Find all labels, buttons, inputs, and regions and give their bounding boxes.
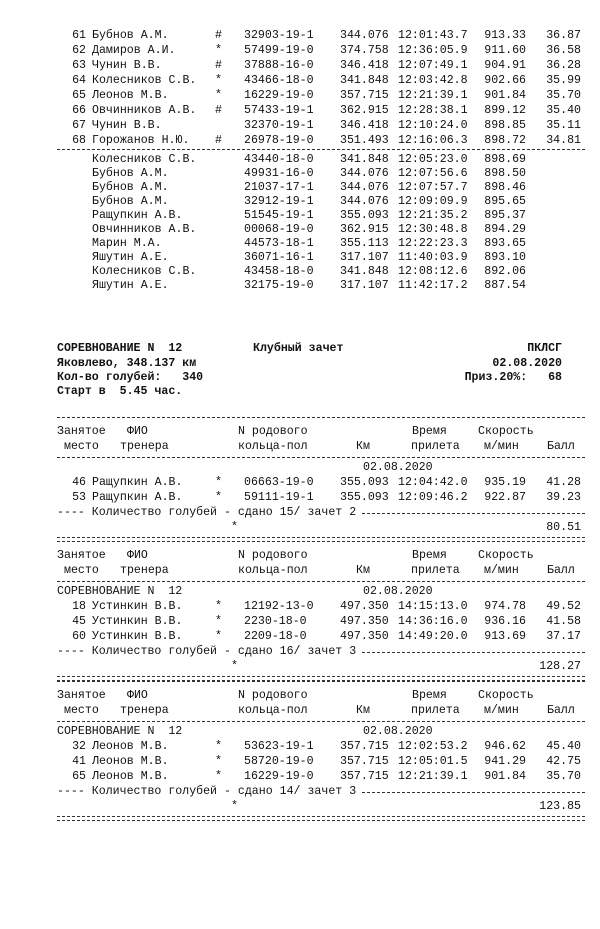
total-star: * (231, 521, 238, 534)
km-cell: 344.076 (340, 167, 389, 180)
km-cell: 346.418 (340, 119, 389, 132)
time-cell: 11:42:17.2 (398, 279, 468, 292)
time-cell: 12:36:05.9 (398, 44, 468, 57)
mark-cell: # (215, 134, 222, 147)
ring-cell: 57499-19-0 (244, 44, 314, 57)
score-cell: 41.28 (546, 476, 581, 489)
speed-cell: 898.50 (484, 167, 526, 180)
col-occupied: Занятое (57, 689, 106, 702)
col-speed: Скорость (478, 425, 534, 438)
group-label: СОРЕВНОВАНИЕ N 12 (57, 725, 183, 738)
table-row (0, 103, 600, 119)
score-cell: 45.40 (546, 740, 581, 753)
score-cell: 35.70 (546, 89, 581, 102)
trainer-cell: Ращупкин А.В. (92, 491, 183, 504)
col-time: Время (412, 549, 447, 562)
col-place: место (64, 564, 99, 577)
ring-cell: 43440-18-0 (244, 153, 314, 166)
time-cell: 12:30:48.8 (398, 223, 468, 236)
ring-cell: 32903-19-1 (244, 29, 314, 42)
speed-cell: 913.33 (484, 29, 526, 42)
speed-cell: 893.10 (484, 251, 526, 264)
club-name: ПКЛСГ (527, 342, 562, 355)
time-cell: 11:40:03.9 (398, 251, 468, 264)
place-cell: 41 (72, 755, 86, 768)
place-cell: 61 (72, 29, 86, 42)
score-cell: 36.58 (546, 44, 581, 57)
col-speed: Скорость (478, 549, 534, 562)
col-m-min: м/мин (484, 440, 519, 453)
km-cell: 344.076 (340, 181, 389, 194)
trainer-cell: Леонов М.В. (92, 755, 169, 768)
competition-date: 02.08.2020 (492, 357, 562, 370)
time-cell: 12:02:53.2 (398, 740, 468, 753)
km-cell: 355.113 (340, 237, 389, 250)
trainer-cell: Леонов М.В. (92, 770, 169, 783)
trainer-cell: Бубнов А.М. (92, 195, 169, 208)
col-km: Км (356, 564, 370, 577)
score-cell: 35.11 (546, 119, 581, 132)
score-cell: 41.58 (546, 615, 581, 628)
ring-cell: 49931-16-0 (244, 167, 314, 180)
trainer-cell: Бубнов А.М. (92, 181, 169, 194)
place-cell: 68 (72, 134, 86, 147)
mark-cell: # (215, 29, 222, 42)
trainer-cell: Бубнов А.М. (92, 29, 169, 42)
trainer-cell: Чунин В.В. (92, 59, 162, 72)
mark-cell: * (215, 615, 222, 628)
col-m-min: м/мин (484, 564, 519, 577)
col-trainer: тренера (120, 440, 169, 453)
time-cell: 12:07:49.1 (398, 59, 468, 72)
time-cell: 12:10:24.0 (398, 119, 468, 132)
time-cell: 12:05:01.5 (398, 755, 468, 768)
speed-cell: 935.19 (484, 476, 526, 489)
col-arrival: прилета (411, 440, 460, 453)
score-cell: 36.87 (546, 29, 581, 42)
km-cell: 357.715 (340, 755, 389, 768)
trainer-cell: Яшутин А.Е. (92, 279, 169, 292)
ring-cell: 59111-19-1 (244, 491, 314, 504)
speed-cell: 946.62 (484, 740, 526, 753)
score-cell: 36.28 (546, 59, 581, 72)
summary-rule (362, 792, 585, 793)
speed-cell: 936.16 (484, 615, 526, 628)
trainer-cell: Овчинников А.В. (92, 223, 197, 236)
km-cell: 317.107 (340, 251, 389, 264)
table-row (0, 58, 600, 74)
table-row (0, 754, 600, 770)
trainer-cell: Устинкин В.В. (92, 615, 183, 628)
table-row (0, 629, 600, 645)
time-cell: 12:08:12.6 (398, 265, 468, 278)
col-fio: ФИО (127, 689, 148, 702)
speed-cell: 911.60 (484, 44, 526, 57)
km-cell: 374.758 (340, 44, 389, 57)
col-trainer: тренера (120, 704, 169, 717)
time-cell: 12:07:57.7 (398, 181, 468, 194)
speed-cell: 901.84 (484, 770, 526, 783)
col-speed: Скорость (478, 689, 534, 702)
summary-rule (362, 513, 585, 514)
time-cell: 12:16:06.3 (398, 134, 468, 147)
score-cell: 34.81 (546, 134, 581, 147)
mark-cell: * (215, 630, 222, 643)
place-cell: 65 (72, 770, 86, 783)
time-cell: 12:01:43.7 (398, 29, 468, 42)
ring-cell: 51545-19-1 (244, 209, 314, 222)
time-cell: 14:49:20.0 (398, 630, 468, 643)
speed-cell: 904.91 (484, 59, 526, 72)
col-ring-sex: кольца-пол (238, 564, 308, 577)
place-cell: 63 (72, 59, 86, 72)
trainer-cell: Марин М.А. (92, 237, 162, 250)
ring-cell: 44573-18-1 (244, 237, 314, 250)
prize-count: Приз.20%: 68 (464, 371, 562, 384)
ring-cell: 00068-19-0 (244, 223, 314, 236)
table-row (0, 739, 600, 755)
group-summary: ---- Количество голубей - сдано 16/ зачет 3 (57, 645, 357, 658)
col-occupied: Занятое (57, 549, 106, 562)
score-cell: 35.70 (546, 770, 581, 783)
time-cell: 12:21:35.2 (398, 209, 468, 222)
km-cell: 497.350 (340, 615, 389, 628)
place-cell: 53 (72, 491, 86, 504)
ring-cell: 2230-18-0 (244, 615, 307, 628)
table-row (0, 43, 600, 59)
speed-cell: 898.69 (484, 153, 526, 166)
ring-cell: 12192-13-0 (244, 600, 314, 613)
table-row (0, 490, 600, 506)
time-cell: 14:36:16.0 (398, 615, 468, 628)
col-fio: ФИО (127, 549, 148, 562)
score-cell: 39.23 (546, 491, 581, 504)
speed-cell: 913.69 (484, 630, 526, 643)
divider (57, 149, 585, 150)
col-ring-no: N родового (238, 425, 308, 438)
speed-cell: 894.29 (484, 223, 526, 236)
trainer-cell: Горожанов Н.Ю. (92, 134, 190, 147)
table-row (0, 73, 600, 89)
speed-cell: 898.72 (484, 134, 526, 147)
col-score: Балл (547, 440, 575, 453)
km-cell: 497.350 (340, 600, 389, 613)
time-cell: 12:21:39.1 (398, 770, 468, 783)
trainer-cell: Чунин В.В. (92, 119, 162, 132)
double-divider (57, 816, 585, 821)
trainer-cell: Колесников С.В. (92, 153, 197, 166)
table-row (0, 614, 600, 630)
col-time: Время (412, 425, 447, 438)
km-cell: 355.093 (340, 209, 389, 222)
mark-cell: * (215, 74, 222, 87)
col-score: Балл (547, 704, 575, 717)
col-ring-sex: кольца-пол (238, 440, 308, 453)
score-cell: 35.99 (546, 74, 581, 87)
place-cell: 65 (72, 89, 86, 102)
mark-cell: * (215, 755, 222, 768)
km-cell: 362.915 (340, 223, 389, 236)
km-cell: 341.848 (340, 153, 389, 166)
time-cell: 12:03:42.8 (398, 74, 468, 87)
trainer-cell: Колесников С.В. (92, 265, 197, 278)
col-km: Км (356, 440, 370, 453)
ring-cell: 58720-19-0 (244, 755, 314, 768)
km-cell: 357.715 (340, 89, 389, 102)
trainer-cell: Колесников С.В. (92, 74, 197, 87)
table-row (0, 769, 600, 785)
pigeon-count: Кол-во голубей: 340 (57, 371, 204, 384)
group-total: 128.27 (539, 660, 581, 673)
group-summary: ---- Количество голубей - сдано 14/ зачет 3 (57, 785, 357, 798)
table-row (0, 133, 600, 149)
time-cell: 12:21:39.1 (398, 89, 468, 102)
total-star: * (231, 800, 238, 813)
place-cell: 45 (72, 615, 86, 628)
competition-subtitle: Клубный зачет (253, 342, 344, 355)
trainer-cell: Ращупкин А.В. (92, 209, 183, 222)
trainer-cell: Яшутин А.Е. (92, 251, 169, 264)
competition-title: СОРЕВНОВАНИЕ N 12 (57, 342, 183, 355)
divider (57, 457, 585, 458)
time-cell: 12:09:09.9 (398, 195, 468, 208)
ring-cell: 36071-16-1 (244, 251, 314, 264)
trainer-cell: Ращупкин А.В. (92, 476, 183, 489)
mark-cell: * (215, 476, 222, 489)
ring-cell: 06663-19-0 (244, 476, 314, 489)
col-place: место (64, 440, 99, 453)
speed-cell: 892.06 (484, 265, 526, 278)
speed-cell: 941.29 (484, 755, 526, 768)
km-cell: 355.093 (340, 476, 389, 489)
col-ring-no: N родового (238, 549, 308, 562)
col-arrival: прилета (411, 564, 460, 577)
ring-cell: 57433-19-1 (244, 104, 314, 117)
col-time: Время (412, 689, 447, 702)
place-cell: 60 (72, 630, 86, 643)
km-cell: 357.715 (340, 740, 389, 753)
ring-cell: 43458-18-0 (244, 265, 314, 278)
ring-cell: 53623-19-1 (244, 740, 314, 753)
score-cell: 35.40 (546, 104, 581, 117)
divider (57, 721, 585, 722)
ring-cell: 43466-18-0 (244, 74, 314, 87)
mark-cell: * (215, 491, 222, 504)
ring-cell: 16229-19-0 (244, 770, 314, 783)
group-date: 02.08.2020 (363, 585, 433, 598)
ring-cell: 2209-18-0 (244, 630, 307, 643)
ring-cell: 26978-19-0 (244, 134, 314, 147)
km-cell: 497.350 (340, 630, 389, 643)
speed-cell: 895.65 (484, 195, 526, 208)
ring-cell: 32370-19-1 (244, 119, 314, 132)
km-cell: 344.076 (340, 195, 389, 208)
speed-cell: 898.46 (484, 181, 526, 194)
group-total: 123.85 (539, 800, 581, 813)
mark-cell: * (215, 89, 222, 102)
speed-cell: 887.54 (484, 279, 526, 292)
time-cell: 12:22:23.3 (398, 237, 468, 250)
place-cell: 46 (72, 476, 86, 489)
start-time: Старт в 5.45 час. (57, 385, 183, 398)
mark-cell: * (215, 740, 222, 753)
place-cell: 64 (72, 74, 86, 87)
release-location: Яковлево, 348.137 км (57, 357, 197, 370)
speed-cell: 974.78 (484, 600, 526, 613)
divider (57, 541, 585, 542)
divider (57, 681, 585, 682)
table-row (0, 599, 600, 615)
score-cell: 37.17 (546, 630, 581, 643)
mark-cell: # (215, 59, 222, 72)
table-row (0, 88, 600, 104)
speed-cell: 893.65 (484, 237, 526, 250)
km-cell: 341.848 (340, 74, 389, 87)
mark-cell: # (215, 104, 222, 117)
time-cell: 14:15:13.0 (398, 600, 468, 613)
place-cell: 66 (72, 104, 86, 117)
trainer-cell: Овчинников А.В. (92, 104, 197, 117)
ring-cell: 16229-19-0 (244, 89, 314, 102)
trainer-cell: Устинкин В.В. (92, 630, 183, 643)
trainer-cell: Бубнов А.М. (92, 167, 169, 180)
time-cell: 12:09:46.2 (398, 491, 468, 504)
group-date: 02.08.2020 (363, 461, 433, 474)
col-fio: ФИО (127, 425, 148, 438)
group-date: 02.08.2020 (363, 725, 433, 738)
summary-rule (362, 652, 585, 653)
divider (57, 417, 585, 418)
km-cell: 317.107 (340, 279, 389, 292)
km-cell: 355.093 (340, 491, 389, 504)
trainer-cell: Устинкин В.В. (92, 600, 183, 613)
ring-cell: 32175-19-0 (244, 279, 314, 292)
table-row (0, 118, 600, 134)
place-cell: 67 (72, 119, 86, 132)
col-score: Балл (547, 564, 575, 577)
speed-cell: 898.85 (484, 119, 526, 132)
col-km: Км (356, 704, 370, 717)
col-occupied: Занятое (57, 425, 106, 438)
km-cell: 362.915 (340, 104, 389, 117)
place-cell: 32 (72, 740, 86, 753)
col-place: место (64, 704, 99, 717)
speed-cell: 902.66 (484, 74, 526, 87)
mark-cell: * (215, 600, 222, 613)
mark-cell: * (215, 44, 222, 57)
time-cell: 12:07:56.6 (398, 167, 468, 180)
km-cell: 357.715 (340, 770, 389, 783)
speed-cell: 922.87 (484, 491, 526, 504)
time-cell: 12:04:42.0 (398, 476, 468, 489)
km-cell: 351.493 (340, 134, 389, 147)
speed-cell: 901.84 (484, 89, 526, 102)
group-summary: ---- Количество голубей - сдано 15/ зачет 2 (57, 506, 357, 519)
time-cell: 12:05:23.0 (398, 153, 468, 166)
km-cell: 341.848 (340, 265, 389, 278)
time-cell: 12:28:38.1 (398, 104, 468, 117)
place-cell: 18 (72, 600, 86, 613)
score-cell: 42.75 (546, 755, 581, 768)
ring-cell: 32912-19-1 (244, 195, 314, 208)
speed-cell: 899.12 (484, 104, 526, 117)
ring-cell: 21037-17-1 (244, 181, 314, 194)
col-m-min: м/мин (484, 704, 519, 717)
col-arrival: прилета (411, 704, 460, 717)
divider (57, 581, 585, 582)
col-ring-no: N родового (238, 689, 308, 702)
km-cell: 346.418 (340, 59, 389, 72)
trainer-cell: Дамиров А.И. (92, 44, 176, 57)
col-trainer: тренера (120, 564, 169, 577)
ring-cell: 37888-16-0 (244, 59, 314, 72)
table-row (0, 278, 600, 294)
trainer-cell: Леонов М.В. (92, 740, 169, 753)
place-cell: 62 (72, 44, 86, 57)
table-row (0, 28, 600, 44)
col-ring-sex: кольца-пол (238, 704, 308, 717)
group-label: СОРЕВНОВАНИЕ N 12 (57, 585, 183, 598)
score-cell: 49.52 (546, 600, 581, 613)
mark-cell: * (215, 770, 222, 783)
group-total: 80.51 (546, 521, 581, 534)
km-cell: 344.076 (340, 29, 389, 42)
speed-cell: 895.37 (484, 209, 526, 222)
total-star: * (231, 660, 238, 673)
table-row (0, 475, 600, 491)
trainer-cell: Леонов М.В. (92, 89, 169, 102)
